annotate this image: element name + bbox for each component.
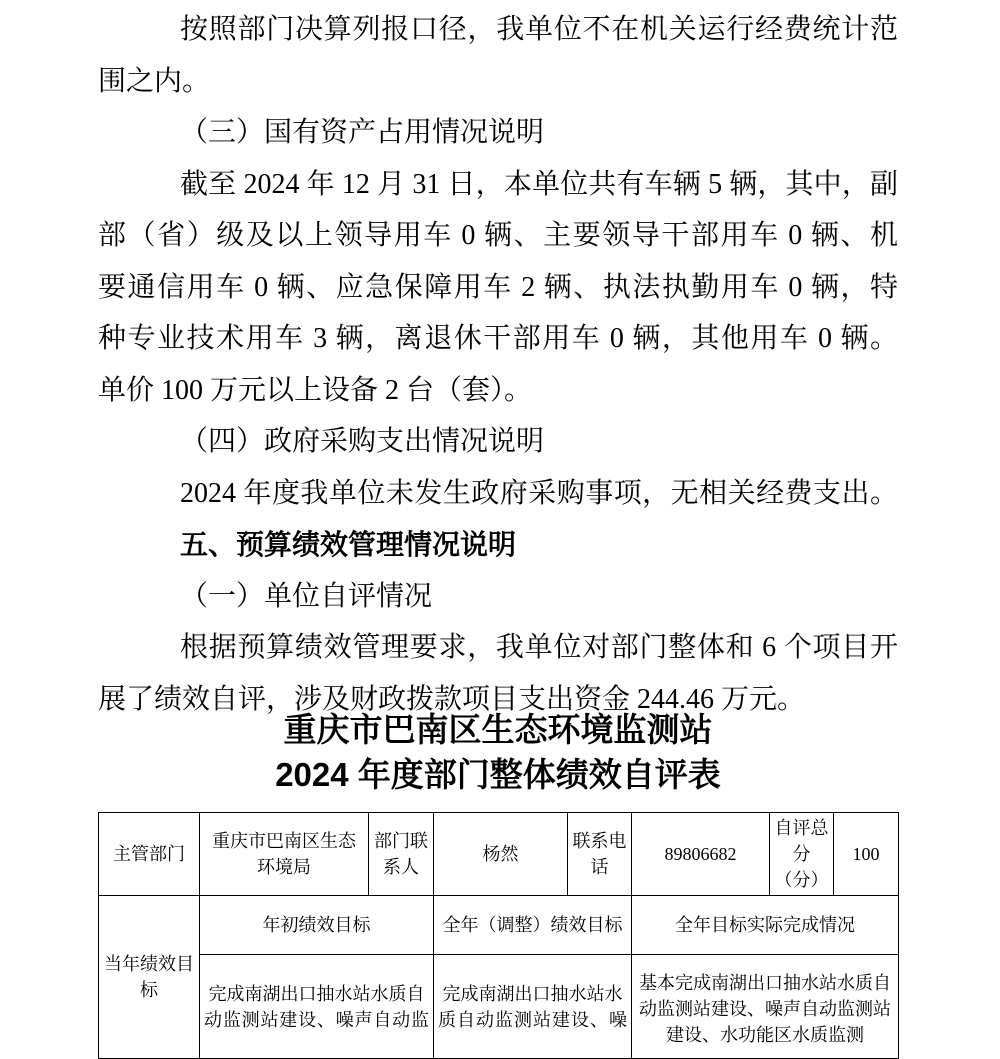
cell-label-score: 自评总分（分） — [770, 813, 834, 896]
cell-phone-value: 89806682 — [632, 813, 770, 896]
body-text — [98, 4, 898, 725]
paragraph-line: 围之内。 — [98, 65, 211, 97]
cell-goal-header-initial: 年初绩效目标 — [200, 896, 434, 955]
paragraph-line: 按照部门决算列报口径，我单位不在机关运行经费统计范 — [180, 14, 898, 45]
cell-goal-initial-value: 完成南湖出口抽水站水质自动监测站建设、噪声自动监 — [200, 955, 434, 1059]
section-heading-1: （一）单位自评情况 — [180, 580, 433, 612]
paragraph-line: 2024 年度我单位未发生政府采购事项，无相关经费支出。 — [180, 477, 898, 509]
chapter-heading-5: 五、预算绩效管理情况说明 — [180, 529, 517, 560]
cell-goal-actual-value: 基本完成南湖出口抽水站水质自动监测站建设、噪声自动监测站建设、水功能区水质监测 — [632, 955, 899, 1059]
cell-goal-row-label: 当年绩效目标 — [99, 896, 200, 1059]
table-title-report-name: 2024 年度部门整体绩效自评表 — [275, 756, 721, 793]
paragraph-line: 根据预算绩效管理要求，我单位对部门整体和 6 个项目开 — [180, 632, 898, 663]
paragraph-line: 种专业技术用车 3 辆，离退休干部用车 0 辆，其他用车 0 辆。 — [98, 323, 898, 354]
cell-goal-header-actual: 全年目标实际完成情况 — [632, 896, 899, 955]
paragraph-line: 要通信用车 0 辆、应急保障用车 2 辆、执法执勤用车 0 辆，特 — [98, 271, 898, 303]
cell-contact-value: 杨然 — [434, 813, 568, 896]
cell-label-dept: 主管部门 — [99, 813, 200, 896]
paragraph-line: 单价 100 万元以上设备 2 台（套）。 — [98, 374, 533, 406]
cell-goal-adjusted-value: 完成南湖出口抽水站水质自动监测站建设、噪 — [434, 955, 632, 1059]
paragraph-line: 截至 2024 年 12 月 31 日，本单位共有车辆 5 辆，其中，副 — [180, 168, 898, 200]
paragraph-line: 展了绩效自评，涉及财政拨款项目支出资金 244.46 万元。 — [98, 683, 806, 715]
cell-label-contact: 部门联系人 — [369, 813, 434, 896]
section-heading-4: （四）政府采购支出情况说明 — [180, 426, 545, 457]
table-title-org-name: 重庆市巴南区生态环境监测站 — [283, 711, 713, 748]
cell-label-phone: 联系电话 — [568, 813, 632, 896]
paragraph-line: 部（省）级及以上领导用车 0 辆、主要领导干部用车 0 辆、机 — [98, 220, 898, 251]
performance-self-evaluation-table — [98, 812, 899, 1059]
cell-dept-value: 重庆市巴南区生态环境局 — [200, 813, 369, 896]
cell-score-value: 100 — [834, 813, 899, 896]
section-heading-3: （三）国有资产占用情况说明 — [180, 117, 545, 148]
cell-goal-header-adjusted: 全年（调整）绩效目标 — [434, 896, 632, 955]
